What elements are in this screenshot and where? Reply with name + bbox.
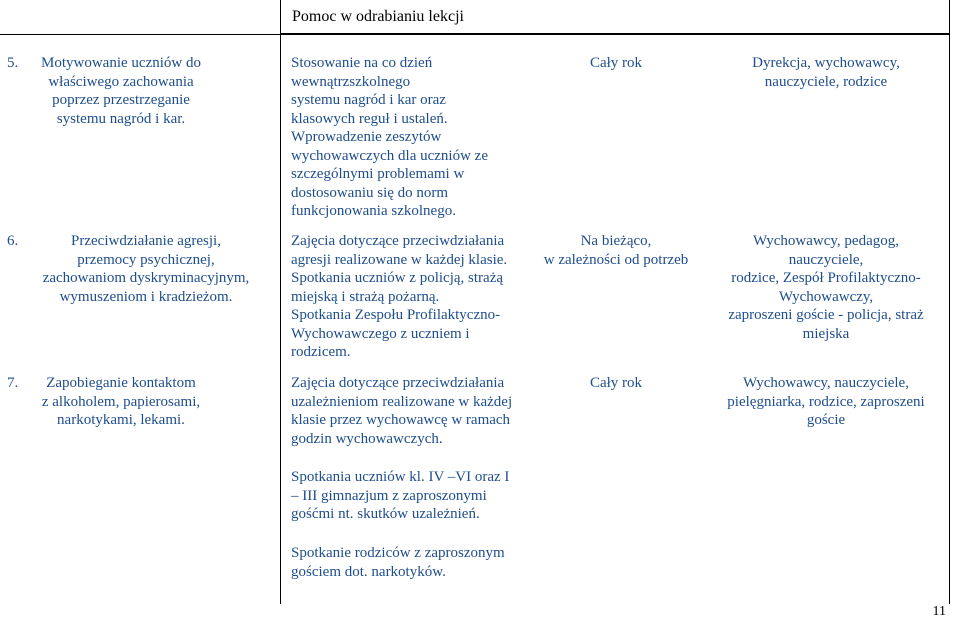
goal-text: Zapobieganie kontaktom z alkoholem, papierosami, narkotykami, lekami. (41, 375, 201, 428)
actions-cell-extra: Spotkanie rodziców z zaproszonym gościem dot. narkotyków. (291, 545, 505, 580)
table-right-border (949, 34, 950, 604)
timeline-cell: Cały rok (589, 55, 643, 71)
page-number: 11 (932, 604, 946, 619)
row-number: 7. (7, 375, 19, 391)
actions-cell: Zajęcia dotyczące przeciwdziałania uzależnieniom realizowane w każdej klasie przez wychowawcę w ramach godzin wychowawczych. (291, 375, 513, 447)
responsible-cell: Wychowawcy, nauczyciele, pielęgniarka, rodzice, zaproszeni goście (727, 375, 925, 428)
timeline-cell: Cały rok (589, 375, 643, 391)
timeline-cell: Na bieżąco, w zależności od potrzeb (543, 233, 689, 268)
goal-text: Motywowanie uczniów do właściwego zachowania poprzez przestrzeganie systemu nagród i kar. (41, 55, 201, 127)
responsible-cell: Wychowawcy, pedagog, nauczyciele, rodzice, Zespół Profilaktyczno- Wychowawczy, zaproszeni goście - policja, straż miejska (728, 233, 924, 342)
actions-cell-extra: Spotkania uczniów kl. IV –VI oraz I – III gimnazjum z zaproszonymi gośćmi nt. skutków uzależnień. (291, 469, 510, 522)
page-header (280, 0, 950, 34)
actions-cell: Zajęcia dotyczące przeciwdziałania agresji realizowane w każdej klasie. Spotkania uczniów z policją, strażą miejską i strażą pożarną. Spotkania Zespołu Profilaktyczno- Wychowawczego z uczniem i rodzicem. (291, 233, 508, 360)
row-number: 6. (7, 233, 19, 249)
row-number: 5. (7, 55, 19, 71)
actions-cell: Stosowanie na co dzień wewnątrzszkolnego systemu nagród i kar oraz klasowych reguł i ustaleń. Wprowadzenie zeszytów wychowawczych dla uczniów ze szczególnymi problemami w dostosowaniu się do norm funkcjonowania szkolnego. (291, 55, 488, 219)
goal-text: Przeciwdziałanie agresji, przemocy psychicznej, zachowaniom dyskryminacyjnym, wymuszeniom i kradzieżom. (42, 233, 250, 305)
table-top-border (0, 34, 950, 35)
responsible-cell: Dyrekcja, wychowawcy, nauczyciele, rodzice (752, 55, 900, 90)
page-title: Pomoc w odrabianiu lekcji (292, 8, 464, 25)
table-divider (280, 34, 281, 604)
